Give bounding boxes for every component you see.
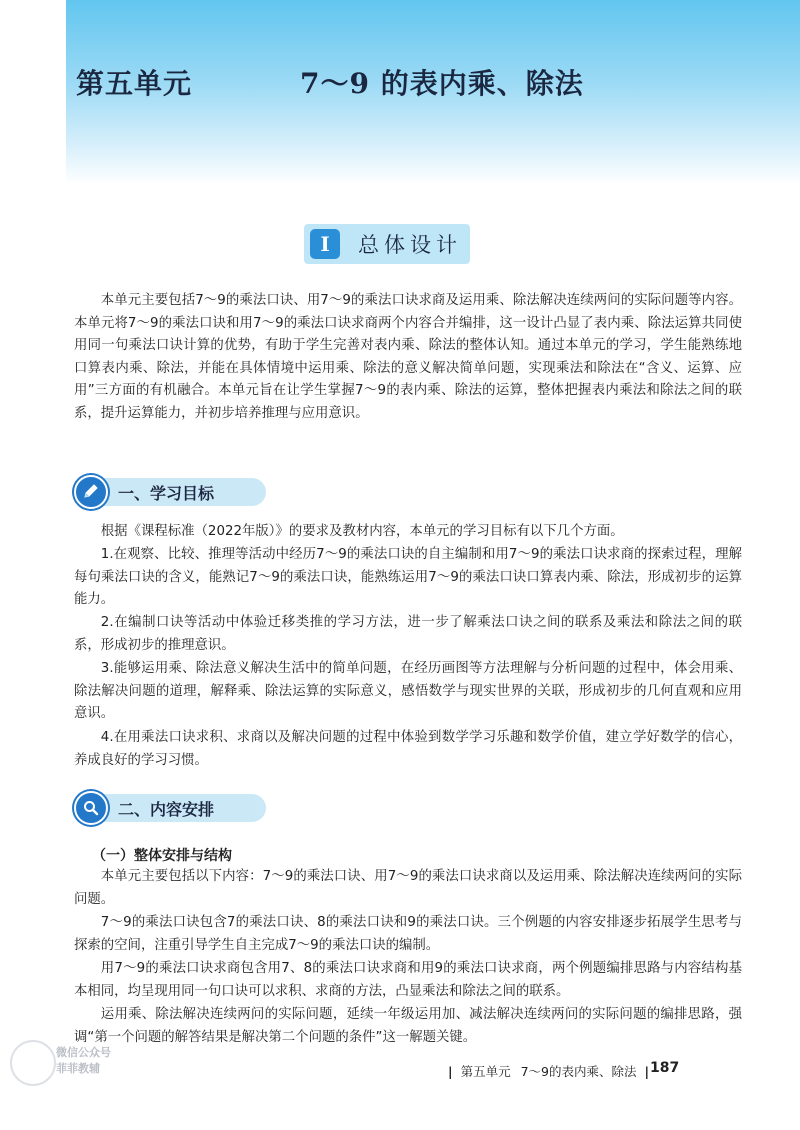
watermark-line: 微信公众号 bbox=[56, 1046, 111, 1059]
watermark-line: 菲菲教辅 bbox=[56, 1062, 100, 1075]
pencil-icon bbox=[74, 475, 108, 509]
goal-item: 1.在观察、比较、推理等活动中经历7～9的乘法口诀的自主编制和用7～9的乘法口诀求商的探索过程，理解每句乘法口诀的含义，能熟记7～9的乘法口诀，能熟练运用7～9的乘法口诀口算表内乘、除法，形成初步的运算能力。 bbox=[74, 547, 742, 608]
goal-item: 4.在用乘法口诀求积、求商以及解决问题的过程中体验到数学学习乐趣和数学价值，建立学好数学的信心，养成良好的学习习惯。 bbox=[74, 730, 742, 768]
section-heading-content bbox=[74, 793, 214, 823]
section-title-goals: 一、学习目标 bbox=[118, 483, 215, 503]
goal-item: 2.在编制口诀等活动中体验迁移类推的学习方法，进一步了解乘法口诀之间的联系及乘法和除法之间的联系，形成初步的推理意识。 bbox=[74, 615, 742, 653]
content-paragraph: 7～9的乘法口诀包含7的乘法口诀、8的乘法口诀和9的乘法口诀。三个例题的内容安排逐步拓展学生思考与探索的空间，注重引导学生自主完成7～9的乘法口诀的编制。 bbox=[74, 915, 742, 953]
content-paragraph: 运用乘、除法解决连续两问的实际问题，延续一年级运用加、减法解决连续两问的实际问题的编排思路，强调“第一个问题的解答结果是解决第二个问题的条件”这一解题关键。 bbox=[74, 1007, 742, 1045]
goals-lead: 根据《课程标准（2022年版）》的要求及教材内容，本单元的学习目标有以下几个方面。 bbox=[100, 524, 624, 539]
page-number: 187 bbox=[650, 1060, 680, 1076]
magnifier-icon bbox=[74, 791, 108, 825]
roman-numeral-icon: I bbox=[310, 229, 340, 259]
footer-unit: 第五单元 bbox=[460, 1064, 511, 1079]
section-title-content: 二、内容安排 bbox=[118, 799, 215, 819]
goal-item: 3.能够运用乘、除法意义解决生活中的简单问题，在经历画图等方法理解与分析问题的过程中，体会用乘、除法解决问题的道理，解释乘、除法运算的实际意义，感悟数学与现实世界的关联，形成初步的几何直观和应用意识。 bbox=[74, 661, 742, 722]
footer-title: 7～9的表内乘、除法 bbox=[520, 1064, 637, 1079]
watermark-icon bbox=[10, 1040, 56, 1086]
unit-label: 第五单元 bbox=[76, 67, 193, 100]
watermark bbox=[56, 1045, 111, 1077]
content-paragraph: 本单元主要包括以下内容：7～9的乘法口诀、用7～9的乘法口诀求商以及运用乘、除法解决连续两问的实际问题。 bbox=[74, 869, 742, 907]
section-heading-goals bbox=[74, 477, 214, 507]
overview-heading bbox=[304, 224, 470, 264]
content-paragraph: 用7～9的乘法口诀求商包含用7、8的乘法口诀求商和用9的乘法口诀求商，两个例题编排思路与内容结构基本相同，均呈现用同一句口诀可以求积、求商的方法，凸显乘法和除法之间的联系。 bbox=[74, 961, 742, 999]
intro-paragraph: 本单元主要包括7～9的乘法口诀、用7～9的乘法口诀求商及运用乘、除法解决连续两问的实际问题等内容。本单元将7～9的乘法口诀和用7～9的乘法口诀求商两个内容合并编排，这一设计凸显了表内乘、除法运算共同使用同一句乘法口诀计算的优势，有助于学生完善对表内乘、除法的整体认知。通过本单元的学习，学生能熟练地口算表内乘、除法，并能在具体情境中运用乘、除法的意义解决简单问题，实现乘法和除法在“含义、运算、应用”三方面的有机融合。本单元旨在让学生掌握7～9的表内乘、除法的运算，整体把握表内乘法和除法之间的联系，提升运算能力，并初步培养推理与应用意识。 bbox=[74, 293, 742, 421]
subsection-title: （一）整体安排与结构 bbox=[92, 848, 232, 864]
footer-separator: | bbox=[448, 1063, 453, 1079]
footer-separator: | bbox=[644, 1063, 650, 1079]
overview-title: 总体设计 bbox=[358, 233, 462, 257]
unit-title: 7～9 的表内乘、除法 bbox=[300, 67, 584, 100]
